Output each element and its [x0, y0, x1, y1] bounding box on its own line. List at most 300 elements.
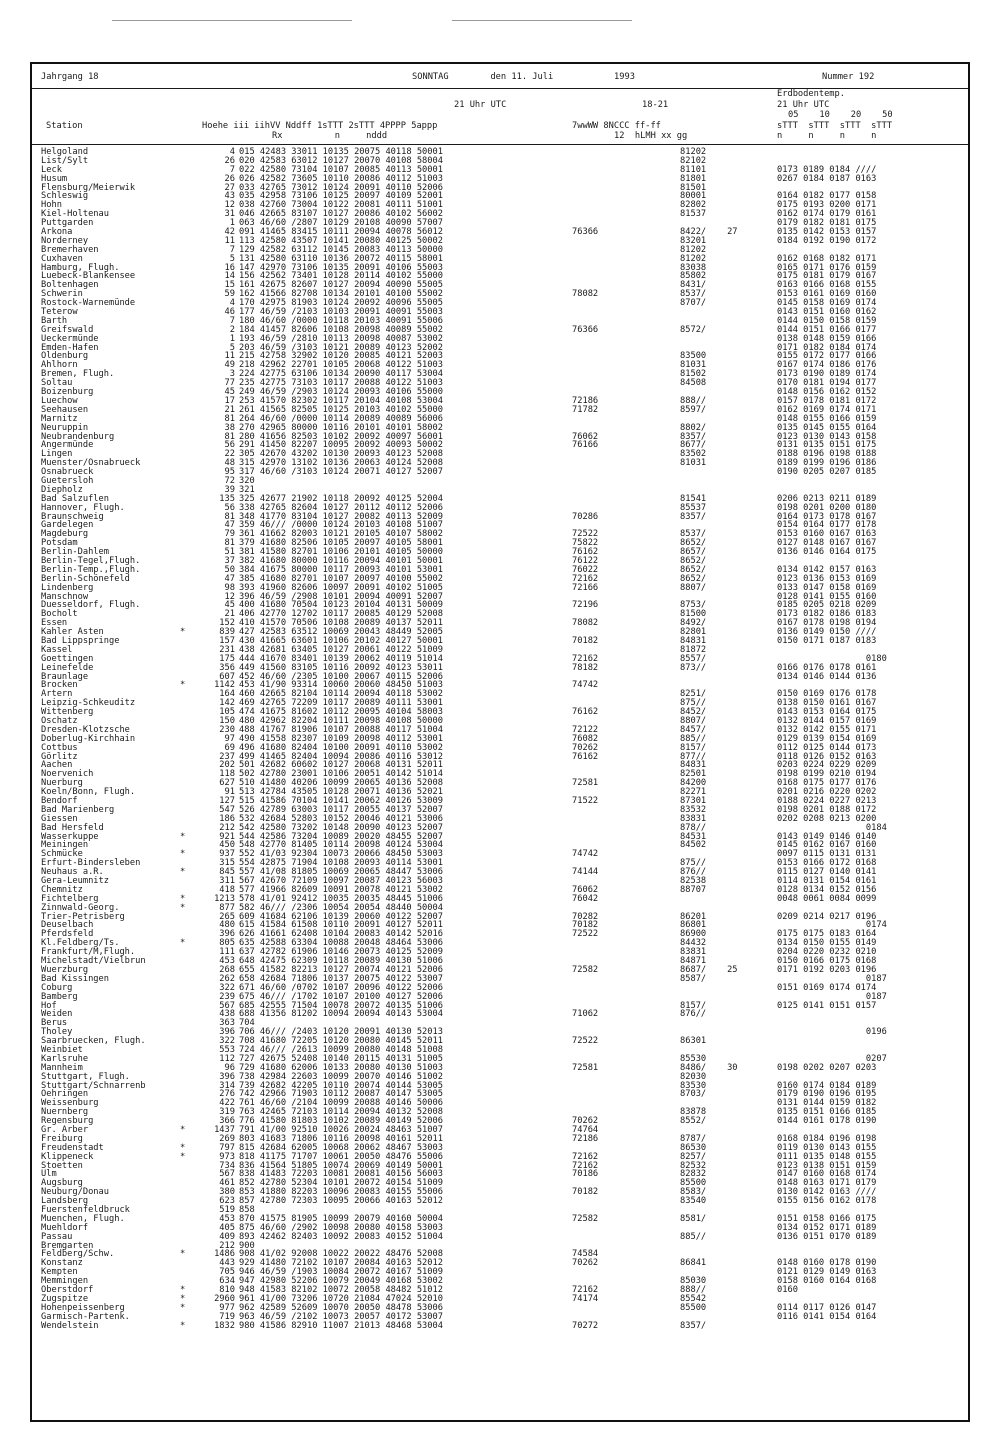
cloud-group: 83500: [680, 351, 707, 362]
synop-groups: 348 41770 83104 10127 20082 40113 52009: [239, 511, 443, 522]
station-name: Coburg: [41, 982, 73, 993]
cloud-group: 8257/: [680, 1151, 707, 1162]
synop-groups: 384 41675 80000 10117 20093 40101 53001: [239, 564, 443, 575]
cloud-group: 8652/: [680, 555, 707, 566]
synop-groups: 544 42586 73204 10089 20020 48455 52007: [239, 831, 443, 842]
station-name: Landsberg: [41, 1196, 89, 1207]
synop-groups: 438 42681 63405 10127 20061 40122 51009: [239, 644, 443, 655]
table-row: [32, 548, 968, 557]
station-height: 797: [219, 1142, 235, 1153]
soil-temps: 0162 0174 0179 0161: [777, 209, 877, 220]
synop-groups: 838 41483 72203 10081 20081 40156 56003: [239, 1169, 443, 1180]
weather-group: 76042: [572, 893, 599, 904]
station-height: 3: [229, 369, 235, 380]
cloud-group: 82271: [680, 787, 707, 798]
station-name: Gr. Arber: [41, 1124, 89, 1135]
mountain-marker: *: [180, 1320, 186, 1331]
station-name: Weiden: [41, 1009, 73, 1020]
top-line: [112, 20, 352, 21]
cloud-group: 85030: [680, 1276, 707, 1287]
station-height: 734: [219, 1160, 235, 1171]
weather-group: 72162: [572, 1285, 599, 1295]
synop-groups: 270 42965 80000 10116 20101 40101 58002: [239, 422, 443, 433]
cloud-group: 84831: [680, 635, 707, 646]
synop-groups: 131 42580 63110 10136 20072 40115 58001: [239, 253, 443, 264]
soil-temps: 0209 0214 0217 0196: [777, 911, 877, 922]
soil-temps: 0175 0175 0183 0164: [777, 929, 877, 940]
soil-temps: 0131 0144 0159 0182: [777, 1098, 877, 1109]
soil-temps: 0128 0141 0155 0160: [777, 591, 877, 602]
station-name: Stoetten: [41, 1160, 83, 1171]
weather-group: 70262: [572, 1258, 599, 1269]
weather-group: 76062: [572, 431, 599, 442]
cloud-group: 83831: [680, 947, 707, 958]
station-height: 230: [219, 724, 235, 735]
soil-temps: 0171 0192 0203 0196: [777, 964, 877, 975]
station-height: 59: [224, 289, 235, 300]
station-name: Noervenich: [41, 769, 94, 780]
synop-groups: 161 42675 82607 10127 20094 40090 55005: [239, 280, 443, 291]
soil-temps: 0188 0224 0227 0213: [777, 796, 877, 807]
synop-groups: 091 41465 83415 10111 20094 40078 56012: [239, 227, 443, 238]
table-row: [32, 237, 968, 246]
soil-temps: 0144 0161 0178 0190: [777, 1116, 877, 1127]
station-height: 98: [224, 582, 235, 593]
soil-temps: 0157 0178 0181 0172: [777, 395, 877, 406]
cloud-group: 85537: [680, 502, 707, 513]
station-height: 519: [219, 1204, 235, 1215]
station-name: Muenchen, Flugh.: [41, 1213, 125, 1224]
cloud-group: 81202: [680, 147, 707, 157]
station-name: Wasserkuppe: [41, 831, 99, 842]
station-height: 276: [219, 1089, 235, 1100]
station-name: Osnabrueck: [41, 467, 94, 478]
cloud-group: 83878: [680, 1107, 707, 1118]
station-name: Deuselbach: [41, 920, 94, 931]
cloud-group: 8787/: [680, 1133, 707, 1144]
soil-temps: 0125 0141 0151 0157: [777, 1000, 877, 1011]
cloud-group: 8583/: [680, 1187, 707, 1198]
station-name: Stuttgart/Schnarrenb: [41, 1080, 146, 1091]
station-height: 4: [229, 298, 235, 309]
soil-temps: 0207: [777, 1053, 887, 1064]
synop-groups: 542 42580 73202 10148 20090 40123 52007: [239, 822, 443, 833]
synop-groups: 480 42962 82204 10111 20098 40108 50000: [239, 716, 443, 726]
synop-groups: 180 46/60 /0000 10118 20103 40091 55006: [239, 315, 443, 326]
synop-groups: 400 41680 70504 10123 20104 40131 50009: [239, 600, 443, 611]
station-name: Karlsruhe: [41, 1053, 89, 1064]
station-height: 363: [219, 1018, 235, 1029]
soil-temps: 0267 0184 0187 0163: [777, 173, 877, 184]
soil-temps: 0202 0208 0213 0200: [777, 813, 877, 824]
station-height: 314: [219, 1080, 235, 1091]
synop-groups: 675 46/// /1702 10107 20100 40127 52006: [239, 991, 443, 1002]
station-height: 202: [219, 760, 235, 771]
soil-temps: 0143 0153 0164 0175: [777, 707, 877, 718]
weather-group: 70182: [572, 635, 599, 646]
cloud-group: 84200: [680, 778, 707, 789]
mountain-marker: *: [180, 627, 186, 638]
cloud-group: 86530: [680, 1142, 707, 1153]
station-name: Hohenpeissenberg: [41, 1302, 125, 1313]
weather-group: 70282: [572, 911, 599, 922]
station-name: Nuernberg: [41, 1107, 89, 1118]
station-height: 46: [224, 307, 235, 318]
cloud-group: 8677/: [680, 440, 707, 451]
soil-temps: 0168 0175 0177 0176: [777, 778, 877, 789]
soil-temps: 0163 0166 0168 0155: [777, 280, 877, 291]
station-name: Wendelstein: [41, 1320, 99, 1331]
station-name: Hof: [41, 1000, 57, 1011]
code-col-header: Hoehe iii iihVV Nddff 1sTTT 2sTTT 4PPPP 5appp: [202, 121, 438, 131]
station-height: 50: [224, 564, 235, 575]
station-height: 157: [219, 635, 235, 646]
cloud-group: 86841: [680, 1258, 707, 1269]
cloud-group: 8587/: [680, 973, 707, 984]
soil-temps: 0138 0150 0161 0167: [777, 698, 877, 709]
soil-temps: 0164 0173 0178 0167: [777, 511, 877, 522]
cloud-group: 878//: [680, 822, 707, 833]
station-height: 438: [219, 1009, 235, 1020]
cloud-group: 84508: [680, 378, 707, 389]
station-name: Aachen: [41, 760, 73, 771]
soil-temps: 0136 0151 0170 0189: [777, 1231, 877, 1242]
soil-temps: 0148 0163 0171 0179: [777, 1178, 877, 1189]
station-height: 1142: [214, 680, 235, 691]
synop-groups: 853 41880 82203 10096 20083 40155 55006: [239, 1187, 443, 1198]
synop-groups: 532 42684 52803 10152 20046 40121 53006: [239, 813, 443, 824]
synop-groups: 046 42665 83107 10127 20086 40102 56002: [239, 209, 443, 220]
weather-group: 78082: [572, 289, 599, 300]
weather-group: 76162: [572, 547, 599, 558]
station-height: 627: [219, 778, 235, 789]
synop-groups: 637 42782 61906 10146 20073 40125 52009: [239, 947, 443, 958]
cloud-group: 8657/: [680, 547, 707, 558]
weather-group: 75822: [572, 538, 599, 549]
weather-group: 72582: [572, 1213, 599, 1224]
station-height: 135: [219, 493, 235, 504]
station-name: Berlin-Temp.,Flugh.: [41, 564, 141, 575]
station-name: Berlin-Schönefeld: [41, 573, 130, 584]
cloud-group: 82102: [680, 155, 707, 166]
synop-groups: 193 46/59 /2810 10113 20098 40087 53002: [239, 333, 443, 344]
station-height: 48: [224, 458, 235, 469]
synop-groups: 947 42980 52206 10079 20049 40168 53002: [239, 1276, 443, 1287]
soil-temps: 0171 0182 0184 0174: [777, 342, 877, 353]
cloud-group: 84831: [680, 760, 707, 771]
table-row: [32, 1028, 968, 1037]
weather-group: 72522: [572, 929, 599, 940]
cloud-group: 8652/: [680, 573, 707, 584]
soil-temps: 0190 0205 0207 0185: [777, 467, 877, 478]
synop-groups: 963 46/59 /2102 10073 20057 40172 53007: [239, 1311, 443, 1322]
cloud-group: 8486/ 30: [680, 1062, 738, 1073]
soil-temps: 0144 0151 0166 0177: [777, 324, 877, 335]
synop-groups: 305 42670 43202 10130 20093 40123 52008: [239, 449, 443, 460]
synop-groups: 818 41175 71707 10061 20050 48476 55006: [239, 1151, 443, 1162]
station-height: 95: [224, 467, 235, 478]
station-name: Fichtelberg: [41, 893, 99, 904]
station-name: Kassel: [41, 644, 73, 655]
station-name: Oberstdorf: [41, 1285, 94, 1295]
synop-groups: 557 41/08 81805 10069 20065 48447 53006: [239, 867, 443, 878]
synop-groups: 980 41586 82910 11007 21013 48468 53004: [239, 1320, 443, 1331]
station-name: Wittenberg: [41, 707, 94, 718]
mountain-marker: *: [180, 1151, 186, 1162]
cloud-group: 8807/: [680, 582, 707, 593]
station-height: 111: [219, 947, 235, 958]
synop-groups: 218 42962 22701 10105 20068 40122 51003: [239, 360, 443, 371]
soil-temps: 0188 0196 0198 0188: [777, 449, 877, 460]
synop-groups: 803 41683 71806 10116 20098 40161 52011: [239, 1133, 443, 1144]
station-height: 315: [219, 858, 235, 869]
synop-groups: 022 42580 73104 10107 20085 40113 50001: [239, 164, 443, 175]
station-name: Chemnitz: [41, 884, 83, 895]
station-height: 79: [224, 529, 235, 540]
soil-temps: 0173 0182 0186 0183: [777, 609, 877, 620]
soil-title: Erdbodentemp.: [777, 89, 845, 99]
station-name: Ahlhorn: [41, 360, 78, 371]
station-name: Saarbruecken, Flugh.: [41, 1036, 146, 1047]
station-name: Passau: [41, 1231, 73, 1242]
cloud-group: 83201: [680, 235, 707, 246]
synop-groups: 552 41/03 92304 10073 20066 48450 53003: [239, 849, 443, 860]
soil-temps: 0164 0182 0177 0158: [777, 191, 877, 202]
synop-groups: 526 42789 63003 10117 20055 40137 52007: [239, 804, 443, 815]
weather-group: 72122: [572, 724, 599, 735]
weather-group: 72581: [572, 1062, 599, 1073]
weather-group: 74764: [572, 1124, 599, 1135]
station-name: Nuerburg: [41, 778, 83, 789]
station-name: Schwerin: [41, 289, 83, 300]
soil-temps: 0198 0201 0188 0172: [777, 804, 877, 815]
weather-group: 72186: [572, 1133, 599, 1144]
soil-temps: 0132 0144 0157 0169: [777, 716, 877, 726]
station-height: 322: [219, 982, 235, 993]
station-height: 81: [224, 431, 235, 442]
weather-group: 70182: [572, 920, 599, 931]
station-height: 396: [219, 1027, 235, 1038]
station-name: Mannheim: [41, 1062, 83, 1073]
soil-temps: 0123 0130 0143 0158: [777, 431, 877, 442]
station-name: Bremerhaven: [41, 244, 99, 255]
station-name: Hamburg, Flugh.: [41, 262, 120, 273]
soil-temps: 0154 0164 0177 0178: [777, 520, 877, 531]
station-height: 396: [219, 929, 235, 940]
synop-groups: 615 41584 61508 10110 20091 40127 52011: [239, 920, 443, 931]
station-name: Doberlug-Kirchhain: [41, 733, 136, 744]
soil-temps: 0175 0193 0200 0171: [777, 200, 877, 211]
station-height: 973: [219, 1151, 235, 1162]
soil-temps: 0136 0149 0150 ////: [777, 627, 877, 638]
synop-groups: 791 41/00 92510 10026 20024 48463 51007: [239, 1124, 443, 1135]
weather-group: 72162: [572, 1151, 599, 1162]
synop-groups: 460 42665 82104 10114 20094 40118 53002: [239, 689, 443, 700]
station-name: Puttgarden: [41, 218, 94, 229]
soil-col-header: sTTT sTTT sTTT sTTT: [777, 121, 893, 131]
station-height: 453: [219, 956, 235, 967]
cloud-group: 83530: [680, 1080, 707, 1091]
station-name: Artern: [41, 689, 73, 700]
soil-temps: 0179 0190 0196 0195: [777, 1089, 877, 1100]
soil-temps: 0136 0146 0164 0175: [777, 547, 877, 558]
table-row: [32, 1002, 968, 1011]
soil-temps: 0114 0131 0154 0161: [777, 876, 877, 887]
cloud-group: 85500: [680, 1178, 707, 1189]
soil-temps: 0151 0158 0166 0175: [777, 1213, 877, 1224]
soil-temps: 0115 0127 0140 0141: [777, 867, 877, 878]
soil-temps: 0134 0152 0171 0189: [777, 1222, 877, 1233]
station-height: 262: [219, 973, 235, 984]
soil-temps: 0187: [777, 991, 887, 1002]
station-height: 845: [219, 867, 235, 878]
station-height: 7: [229, 244, 235, 255]
year: 1993: [614, 72, 635, 82]
cloud-group: 8251/: [680, 689, 707, 700]
cloud-group: 81872: [680, 644, 707, 655]
synop-groups: 946 46/59 /1903 10084 20072 40167 51009: [239, 1267, 443, 1278]
station-height: 877: [219, 902, 235, 913]
station-name: Konstanz: [41, 1258, 83, 1269]
station-name: Manschnow: [41, 591, 89, 602]
synop-groups: 379 41680 82506 10105 20097 40105 58001: [239, 538, 443, 549]
station-name: Bad Hersfeld: [41, 822, 104, 833]
soil-temps: 0184: [777, 822, 887, 833]
weather-group: 76366: [572, 324, 599, 335]
station-height: 12: [224, 200, 235, 211]
station-height: 810: [219, 1285, 235, 1295]
soil-col-subheader: n n n n: [777, 131, 877, 141]
synop-groups: 249 46/59 /2903 10124 20093 40106 55000: [239, 387, 443, 398]
synop-groups: 510 41480 40206 10099 20065 40136 52008: [239, 778, 443, 789]
station-height: 237: [219, 751, 235, 762]
synop-groups: 577 41966 82609 10091 20078 40121 53002: [239, 884, 443, 895]
synop-groups: 063 46/60 /2807 10129 20108 40090 57007: [239, 218, 443, 229]
station-name: Gardelegen: [41, 520, 94, 531]
station-height: 16: [224, 262, 235, 273]
station-name: Lindenberg: [41, 582, 94, 593]
bulletin-page: [30, 62, 970, 1422]
station-height: 22: [224, 449, 235, 460]
cloud-group: 85500: [680, 1302, 707, 1313]
station-height: 2960: [214, 1293, 235, 1304]
soil-temps: 0170 0181 0194 0177: [777, 378, 877, 389]
soil-temps: 0134 0150 0155 0149: [777, 938, 877, 949]
station-height: 81: [224, 511, 235, 522]
station-height: 91: [224, 787, 235, 798]
station-name: Leck: [41, 164, 62, 175]
station-name: Angermünde: [41, 440, 94, 451]
synop-groups: 739 42682 42205 10110 20074 40144 53005: [239, 1080, 443, 1091]
weather-group: 72162: [572, 1160, 599, 1171]
weather-group: 76122: [572, 555, 599, 566]
station-name: Meiningen: [41, 840, 89, 851]
day-date: SONNTAG den 11. Juli: [412, 72, 554, 82]
cloud-group: 8452/: [680, 707, 707, 718]
synop-groups: 548 42770 81405 10114 20098 40124 53004: [239, 840, 443, 851]
station-name: Seehausen: [41, 404, 89, 415]
station-height: 105: [219, 707, 235, 718]
soil-temps: 0114 0117 0126 0147: [777, 1302, 877, 1313]
cloud-group: 82030: [680, 1071, 707, 1082]
synop-groups: 385 41680 82701 10107 20097 40100 55002: [239, 573, 443, 584]
soil-temps: 0155 0172 0177 0166: [777, 351, 877, 362]
station-name: Neubrandenburg: [41, 431, 115, 442]
weather-group: 76162: [572, 751, 599, 762]
soil-temps: 0127 0148 0167 0167: [777, 538, 877, 549]
synop-groups: 502 42780 23001 10106 20051 40142 51014: [239, 769, 443, 780]
soil-temps: 0147 0160 0168 0174: [777, 1169, 877, 1180]
station-name: Potsdam: [41, 538, 78, 549]
station-name: Ueckermünde: [41, 333, 99, 344]
station-name: Leipzig-Schkeuditz: [41, 698, 136, 709]
station-name: Frankfurt/M,Flugh.: [41, 947, 136, 958]
soil-temps: 0167 0174 0186 0176: [777, 360, 877, 371]
mountain-marker: *: [180, 1124, 186, 1135]
cloud-group: 875//: [680, 858, 707, 869]
station-height: 39: [224, 484, 235, 495]
synop-groups: 469 42765 72209 10117 20089 40111 53001: [239, 698, 443, 709]
station-height: 14: [224, 271, 235, 282]
weather-group: 71782: [572, 404, 599, 415]
column-header-rule: [32, 144, 968, 145]
cloud-group: 8492/: [680, 618, 707, 629]
weather-group: 76162: [572, 707, 599, 718]
station-height: 921: [219, 831, 235, 842]
station-height: 118: [219, 769, 235, 780]
station-name: Tholey: [41, 1027, 73, 1038]
cloud-group: 83502: [680, 449, 707, 460]
synop-groups: 291 41450 82207 10095 20092 40093 50002: [239, 440, 443, 451]
synop-groups: 706 46/// /2403 10120 20091 40130 52013: [239, 1027, 443, 1038]
synop-groups: 567 42670 72109 10097 20087 40123 56003: [239, 876, 443, 887]
synop-groups: 948 41583 82102 10072 20058 48482 51012: [239, 1285, 443, 1295]
cloud-group: 876//: [680, 1009, 707, 1020]
cloud-group: 83038: [680, 262, 707, 273]
synop-groups: 962 42589 52609 10070 20050 48478 53006: [239, 1302, 443, 1313]
synop-groups: 215 42758 32902 10120 20085 40121 52003: [239, 351, 443, 362]
station-height: 96: [224, 1062, 235, 1073]
synop-groups: 655 41582 82213 10127 20074 40121 52006: [239, 964, 443, 975]
soil-temps: 0166 0176 0178 0161: [777, 662, 877, 673]
synop-groups: 870 41575 81905 10099 20079 40160 50004: [239, 1213, 443, 1224]
synop-groups: 488 41767 81906 10107 20088 40117 51004: [239, 724, 443, 735]
station-height: 150: [219, 716, 235, 726]
synop-groups: 317 46/60 /3103 10124 20071 40127 52007: [239, 467, 443, 478]
synop-groups: 235 42775 73103 10117 20088 40122 51003: [239, 378, 443, 389]
station-height: 31: [224, 209, 235, 220]
soil-temps: 0153 0160 0167 0163: [777, 529, 877, 540]
mountain-marker: *: [180, 1142, 186, 1153]
synop-groups: 396 46/59 /2908 10101 20094 40091 52007: [239, 591, 443, 602]
table-row: [32, 1277, 968, 1286]
station-name: Leinefelde: [41, 662, 94, 673]
synop-groups: 578 41/01 92412 10035 20035 48445 51006: [239, 893, 443, 904]
soil-temps: 0118 0126 0152 0163: [777, 751, 877, 762]
cloud-group: 86201: [680, 911, 707, 922]
soil-temps: 0119 0130 0143 0155: [777, 1142, 877, 1153]
station-height: 186: [219, 813, 235, 824]
table-row: [32, 1117, 968, 1126]
station-height: 1437: [214, 1124, 235, 1135]
code-col-subheader: Rx n nddd: [272, 131, 388, 141]
station-height: 11: [224, 351, 235, 362]
station-name: Zinnwald-Georg.: [41, 902, 120, 913]
synop-groups: 626 41661 62408 10104 20083 40142 52016: [239, 929, 443, 940]
soil-temps: 0173 0189 0184 ////: [777, 164, 877, 175]
soil-temps: 0129 0139 0154 0169: [777, 733, 877, 744]
station-height: 547: [219, 804, 235, 815]
